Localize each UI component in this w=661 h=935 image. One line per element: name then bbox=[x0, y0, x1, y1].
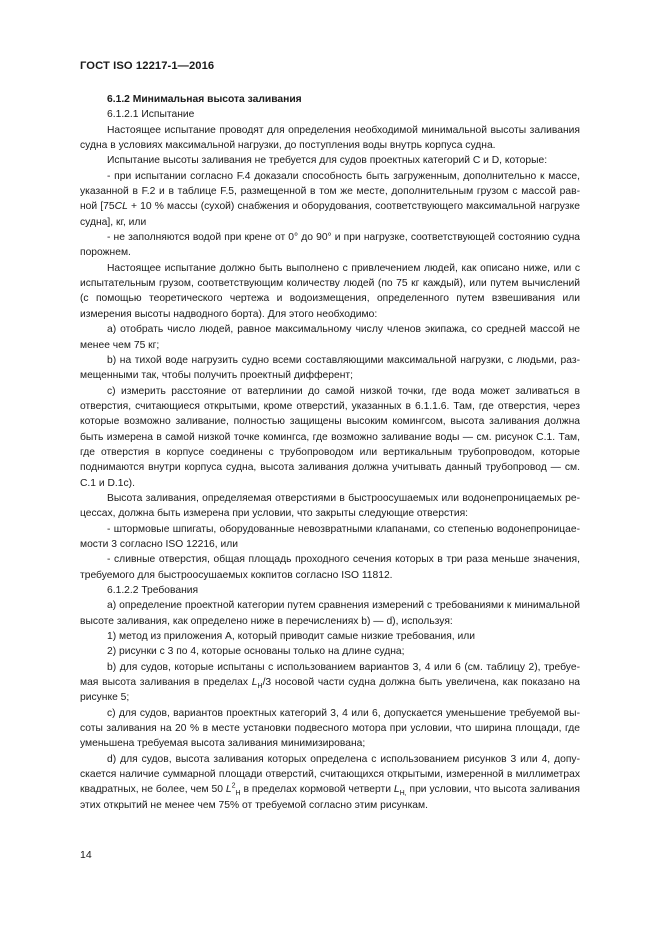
document-body bbox=[80, 92, 580, 813]
list-item: b) для судов, которые испытаны с использованием вариантов 3, 4 или 6 (см. таблицу 2), требуемая высота заливания в пределах $L_H/3$ носовой части судна должна быть увеличена, как показано на рисунке 5; bbox=[80, 661, 580, 704]
list-item: c) измерить расстояние от ватерлинии до самой низкой точки, где вода может заливаться в отверстия, считающиеся открытыми, кроме отверстий, указанных в 6.1.1.6. Там, где отверстия, через которые возможно заливание, полностью защищены высоким комингсом, высота заливания должна быть измерена в самой низкой точке комингса, где возможно заливание воды — см. рисунок C.1. Там, где отверстия в корпусе соединены с трубопроводом или вертикальным трубопроводом, которые поднимаются внутри корпуса судна, высота заливания должна учитывать данный трубопровод — см. C.1 и D.1c). bbox=[80, 385, 580, 489]
list-item: d) для судов, высота заливания которых определена с использованием рисунков 3 или 4, допускается наличие суммарной площади отверстий, считающихся открытыми, измеренной в миллиметрах квадратных, не более, чем 50 $L^2_H$ в пределах кормовой четверти $L_{H,}$ при условии, что высота заливания этих открытий не менее чем 75% от требуемой согласно этим рисункам. bbox=[80, 753, 580, 811]
list-item: 1) метод из приложения A, который приводит самые низкие требования, или bbox=[107, 631, 476, 643]
list-item: a) определение проектной категории путем сравнения измерений с требованиями к минимальной высоте заливания, как определено ниже в перечислениях b) — d), используя: bbox=[80, 600, 580, 627]
list-item: c) для судов, вариантов проектных категорий 3, 4 или 6, допускается уменьшение требуемой высоты заливания на 20 % в месте установки подвесного мотора при условии, что ширина площади, где уменьшена требуемая высота заливания минимизирована; bbox=[80, 707, 580, 750]
document-header: ГОСТ ISO 12217-1—2016 bbox=[80, 60, 215, 72]
subsection-heading: 6.1.2.2 Требования bbox=[107, 585, 199, 596]
list-item: b) на тихой воде нагрузить судно всеми составляющими максимальной нагрузки, с людьми, размещенными так, чтобы получить проектный дифферент; bbox=[80, 354, 580, 382]
list-item: - при испытании согласно F.4 доказали способность быть загруженным, дополнительно к массе, указанной в F.2 и в таблице F.5, размещенной в том же месте, дополнительным грузом с массой равной [75CL + 10 % массы (сухой) снабжения и оборудования, соответствующего максимальной нагрузке судна], кг, или bbox=[80, 170, 580, 228]
section-title: 6.1.2 Минимальная высота заливания bbox=[107, 94, 302, 105]
list-item: 2) рисунки с 3 по 4, которые основаны только на длине судна; bbox=[107, 646, 405, 658]
page-number: 14 bbox=[80, 849, 92, 861]
subsection-heading: 6.1.2.1 Испытание bbox=[107, 109, 195, 121]
paragraph: Настоящее испытание проводят для определения необходимой минимальной высоты заливания судна в условиях максимальной нагрузки, до поступления воды внутрь корпуса судна. bbox=[80, 124, 580, 152]
list-item: - штормовые шпигаты, оборудованные невозвратными клапанами, со степенью водонепроницаемости 3 согласно ISO 12216, или bbox=[80, 523, 580, 550]
list-item: - сливные отверстия, общая площадь проходного сечения которых в три раза меньше значения, требуемого для быстроосушаемых кокпитов согласно ISO 11812. bbox=[80, 554, 580, 581]
paragraph: Испытание высоты заливания не требуется для судов проектных категорий C и D, которые: bbox=[107, 155, 548, 167]
paragraph: Настоящее испытание должно быть выполнено с привлечением людей, как описано ниже, или с испытательным грузом, соответствующим количеству людей (по 75 кг каждый), или путем вычислений (с помощью теоретического чертежа и водоизмещения, определенного путем взвешивания или измерения высоты надводного борта). Для этого необходимо: bbox=[80, 262, 580, 320]
list-item: a) отобрать число людей, равное максимальному числу членов экипажа, со средней массой не менее чем 75 кг; bbox=[80, 324, 580, 351]
list-item: - не заполняются водой при крене от 0° до 90° и при нагрузке, соответствующей состоянию судна порожнем. bbox=[80, 232, 580, 259]
paragraph: Высота заливания, определяемая отверстиями в быстроосушаемых или водонепроницаемых рецессах, должна быть измерена при условии, что закрыты следующие отверстия: bbox=[80, 492, 580, 520]
